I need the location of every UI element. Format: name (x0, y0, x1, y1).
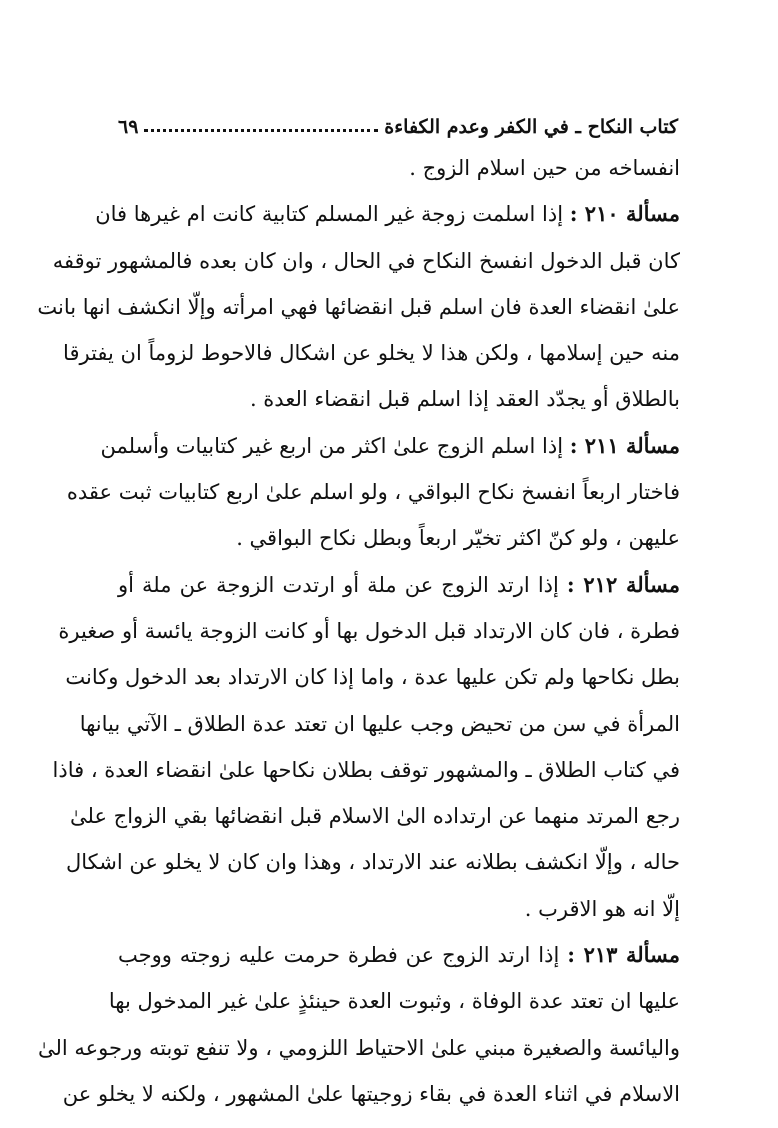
text-line: عليهن ، ولو كنّ اكثر تخيّر اربعاً وبطل نكاح البواقي . (236, 526, 680, 551)
page-body (37, 145, 680, 1117)
text-line: بالطلاق أو يجدّد العقد إذا اسلم قبل انقضاء العدة . (249, 387, 680, 412)
issue-label: مسألة ٢١٢ : (566, 571, 680, 597)
text-line: كان قبل الدخول انفسخ النكاح في الحال ، وان كان بعده فالمشهور توقفه (52, 248, 680, 273)
header-dot-leader (144, 128, 378, 132)
text-line: المرأة في سن من تحيض وجب عليها ان تعتد عدة الطلاق ـ الآتي بيانها (79, 711, 680, 736)
text-line: واليائسة والصغيرة مبني علىٰ الاحتياط اللزومي ، ولا تنفع توبته ورجوعه الىٰ (37, 1035, 680, 1060)
issue-label: مسألة ٢١٠ : (569, 201, 680, 227)
text-line: علىٰ انقضاء العدة فان اسلم قبل انقضائها فهي امرأته وإلّا انكشف انها بانت (37, 294, 680, 319)
text-line: مسألة ٢١٢ : إذا ارتد الزوج عن ملة أو ارتدت الزوجة عن ملة أو (118, 571, 680, 597)
text-line: انفساخه من حين اسلام الزوج . (409, 156, 680, 180)
issue-label: مسألة ٢١١ : (569, 432, 680, 458)
text-line: رجع المرتد منهما عن ارتداده الىٰ الاسلام قبل انقضائها بقي الزواج علىٰ (69, 804, 680, 829)
text-line: الاسلام في اثناء العدة في بقاء زوجيتها علىٰ المشهور ، ولكنه لا يخلو عن (62, 1081, 680, 1106)
text-line: عليها ان تعتد عدة الوفاة ، وثبوت العدة حينئذٍ علىٰ غير المدخول بها (108, 989, 680, 1014)
issue-label: مسألة ٢١٣ : (567, 942, 680, 968)
text-line: فاختار اربعاً انفسخ نكاح البواقي ، ولو اسلم علىٰ اربع كتابيات ثبت عقده (66, 480, 680, 505)
running-header (118, 108, 678, 138)
text-line: بطل نكاحها ولم تكن عليها عدة ، واما إذا كان الارتداد بعد الدخول وكانت (65, 665, 680, 690)
header-title: كتاب النكاح ـ في الكفر وعدم الكفاءة (384, 116, 678, 138)
text-line: مسألة ٢١١ : إذا اسلم الزوج علىٰ اكثر من اربع غير كتابيات وأسلمن (100, 432, 680, 458)
text-line: فطرة ، فان كان الارتداد قبل الدخول بها أو كانت الزوجة يائسة أو صغيرة (58, 618, 680, 643)
text-line: في كتاب الطلاق ـ والمشهور توقف بطلان نكاحها علىٰ انقضاء العدة ، فاذا (52, 757, 680, 782)
page-number: ٦٩ (118, 116, 139, 138)
text-line: مسألة ٢١٣ : إذا ارتد الزوج عن فطرة حرمت عليه زوجته ووجب (118, 942, 680, 968)
text-line: مسألة ٢١٠ : إذا اسلمت زوجة غير المسلم كتابية كانت ام غيرها فان (95, 201, 680, 227)
text-line: إلّا انه هو الاقرب . (524, 896, 680, 921)
text-line: منه حين إسلامها ، ولكن هذا لا يخلو عن اشكال فالاحوط لزوماً ان يفترقا (63, 341, 680, 366)
text-line: حاله ، وإلّا انكشف بطلانه عند الارتداد ، وهذا وان كان لا يخلو عن اشكال (65, 850, 680, 875)
